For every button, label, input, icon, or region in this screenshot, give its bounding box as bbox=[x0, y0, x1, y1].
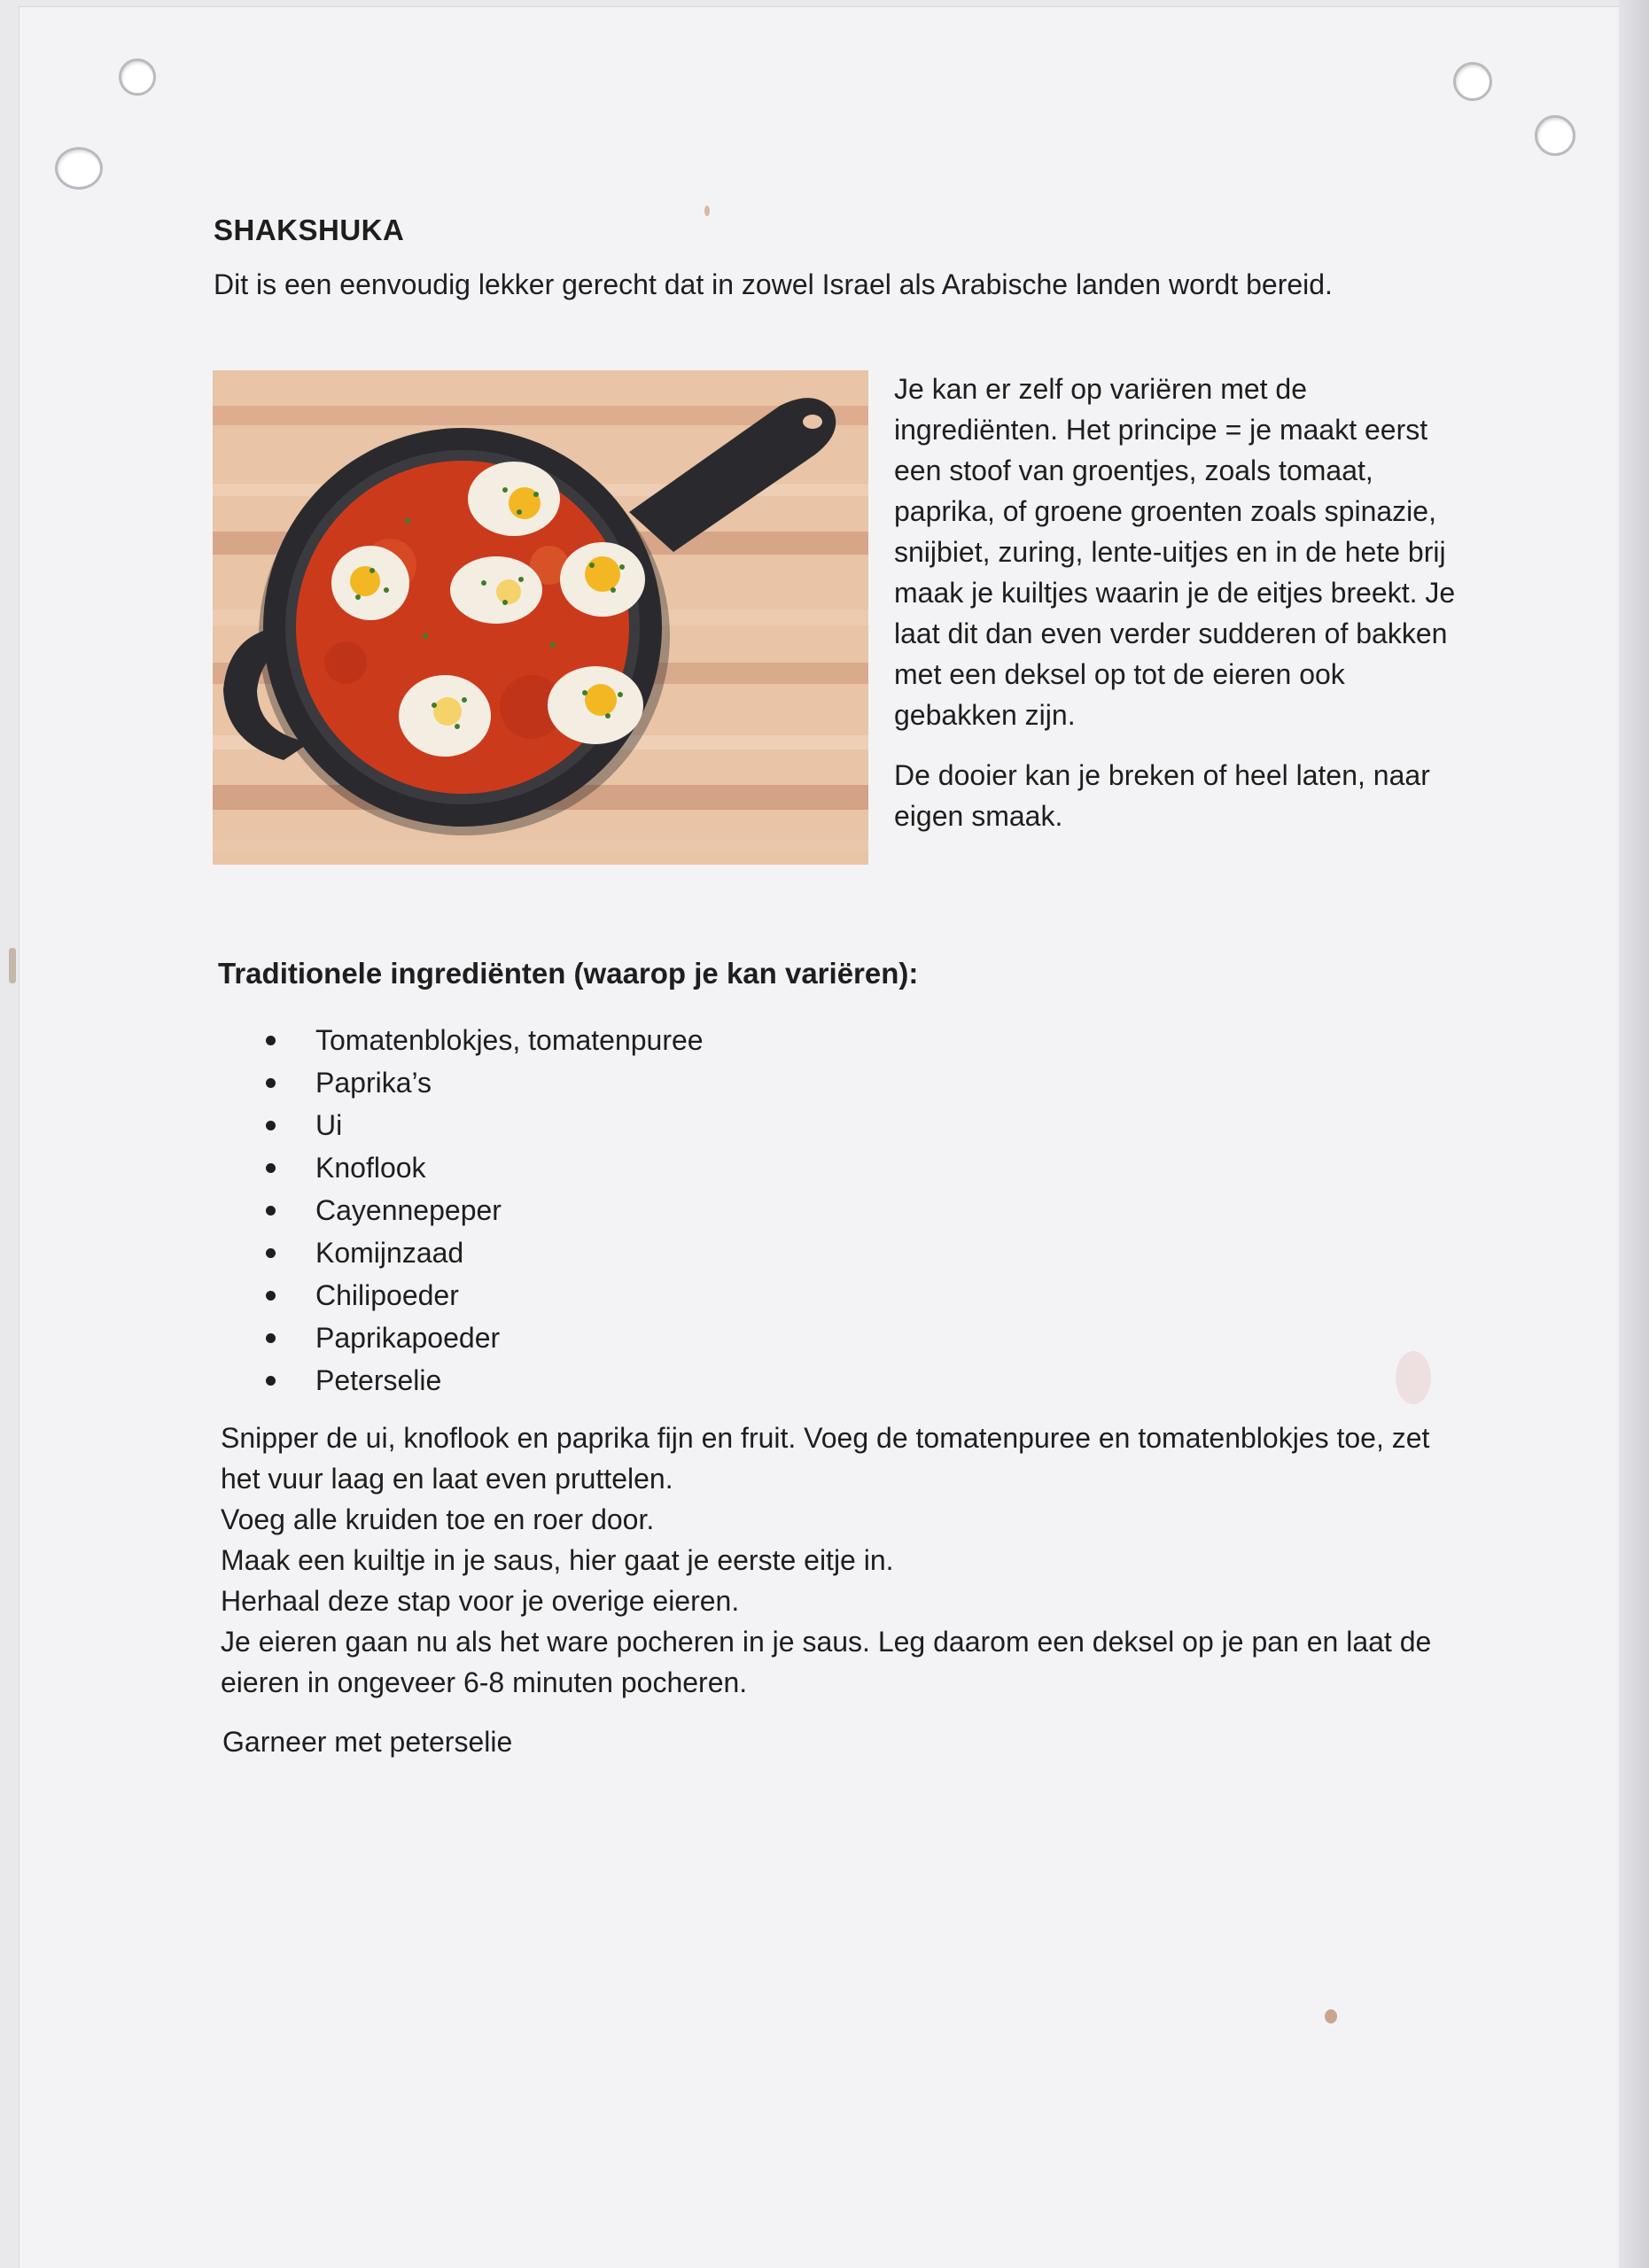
egg bbox=[548, 666, 643, 744]
method-step: Snipper de ui, knoflook en paprika fijn en fruit. Voeg de tomatenpuree en tomatenblokjes toe, zet het vuur laag en laat even pruttelen. bbox=[221, 1422, 1430, 1495]
recipe-title: SHAKSHUKA bbox=[214, 214, 405, 246]
method-step: Voeg alle kruiden toe en roer door. bbox=[221, 1503, 655, 1535]
method-step: Je eieren gaan nu als het ware pocheren in je saus. Leg daarom een deksel op je pan en laat de eieren in ongeveer 6-8 minuten pocheren. bbox=[221, 1626, 1432, 1698]
ingredient-item bbox=[257, 1104, 704, 1146]
ingredient-item bbox=[257, 1274, 704, 1317]
ingredient-item bbox=[257, 1189, 704, 1231]
egg bbox=[331, 546, 409, 620]
ingredient-label: Paprika’s bbox=[315, 1067, 432, 1099]
bullet-icon bbox=[266, 1376, 276, 1386]
ingredients-heading: Traditionele ingrediënten (waarop je kan variëren): bbox=[218, 957, 919, 990]
handle-hole bbox=[803, 415, 822, 429]
ingredient-item bbox=[257, 1317, 704, 1359]
ingredient-label: Ui bbox=[315, 1109, 343, 1141]
ingredient-label: Peterselie bbox=[315, 1364, 442, 1396]
paper-speck bbox=[9, 948, 16, 983]
egg bbox=[468, 462, 560, 536]
intro-text: Dit is een eenvoudig lekker gerecht dat in zowel Israel als Arabische landen wordt bereid. bbox=[214, 268, 1333, 300]
method-step: Maak een kuiltje in je saus, hier gaat je eerste eitje in. bbox=[221, 1544, 894, 1576]
paper-speck bbox=[1396, 1351, 1431, 1404]
egg bbox=[399, 675, 491, 757]
punch-hole bbox=[1535, 115, 1575, 156]
paper-edge bbox=[1619, 0, 1649, 2268]
ingredient-item bbox=[257, 1061, 704, 1104]
variation-paragraph: Je kan er zelf op variëren met de ingrediënten. Het principe = je maakt eerst een stoof van groentjes, zoals tomaat, paprika, of groene groenten zoals spinazie, snijbiet, zuring, lente-uitjes en in de hete brij maak je kuiltjes waarin je de eitjes breekt. Je laat dit dan even verder sudderen of bakken met een deksel op tot de eieren ook gebakken zijn. bbox=[894, 373, 1456, 731]
punch-hole bbox=[119, 58, 156, 96]
bullet-icon bbox=[266, 1121, 276, 1130]
ingredient-label: Knoflook bbox=[315, 1152, 426, 1184]
ingredient-label: Cayennepeper bbox=[315, 1194, 502, 1226]
ingredient-item bbox=[257, 1019, 704, 1061]
bullet-icon bbox=[266, 1078, 276, 1088]
bullet-icon bbox=[266, 1333, 276, 1343]
method-steps bbox=[221, 1418, 1461, 1703]
ingredient-label: Komijnzaad bbox=[315, 1237, 464, 1269]
punch-hole bbox=[1453, 62, 1492, 101]
ingredient-item bbox=[257, 1359, 704, 1402]
ingredient-label: Tomatenblokjes, tomatenpuree bbox=[315, 1024, 704, 1056]
ingredients-list bbox=[257, 1019, 704, 1402]
punch-hole bbox=[55, 147, 103, 190]
bullet-icon bbox=[266, 1206, 276, 1216]
method-step: Herhaal deze stap voor je overige eieren. bbox=[221, 1585, 740, 1617]
shakshuka-photo bbox=[213, 370, 868, 865]
bullet-icon bbox=[266, 1248, 276, 1258]
garnish-text: Garneer met peterselie bbox=[222, 1726, 513, 1758]
paper-speck bbox=[704, 206, 710, 216]
variation-text bbox=[894, 369, 1461, 856]
yolk-paragraph: De dooier kan je breken of heel laten, naar eigen smaak. bbox=[894, 759, 1430, 832]
bullet-icon bbox=[266, 1163, 276, 1173]
ingredient-label: Paprikapoeder bbox=[315, 1322, 501, 1354]
bullet-icon bbox=[266, 1291, 276, 1301]
egg bbox=[560, 542, 645, 617]
ingredient-item bbox=[257, 1231, 704, 1274]
ingredient-label: Chilipoeder bbox=[315, 1279, 459, 1311]
paper-speck bbox=[1325, 2009, 1337, 2023]
egg bbox=[450, 556, 542, 624]
ingredient-item bbox=[257, 1146, 704, 1189]
bullet-icon bbox=[266, 1036, 276, 1045]
